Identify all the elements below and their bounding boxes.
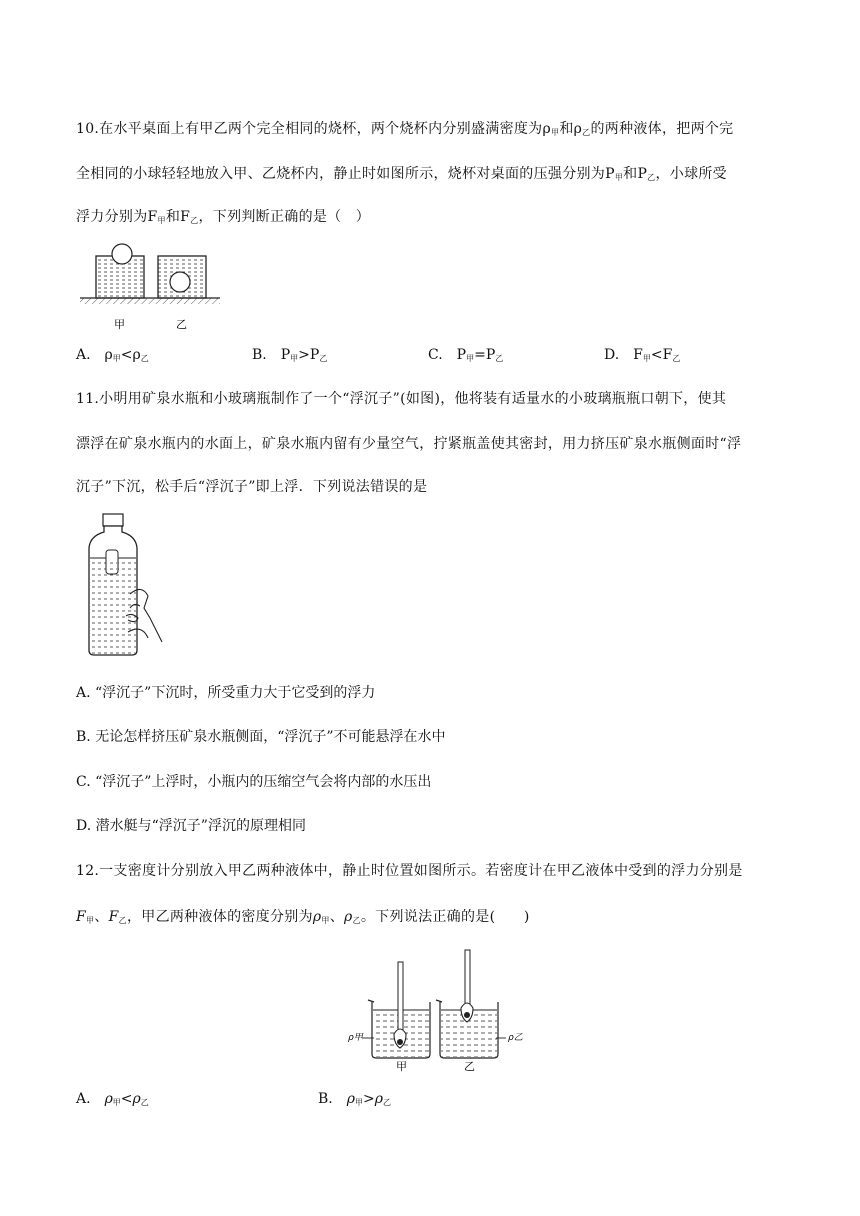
right-ball <box>170 272 190 292</box>
q10-option-a[interactable]: A. $\rho_甲<\rho_乙$ <box>76 347 149 363</box>
q12-option-a[interactable]: A. $\rho_甲<\rho_乙$ <box>76 1091 149 1107</box>
label-jia: 甲 <box>114 318 125 331</box>
q11-option-a[interactable]: A. “浮沉子”下沉时，所受重力大于它受到的浮力 <box>76 685 376 701</box>
q11-option-c[interactable]: C. “浮沉子”上浮时，小瓶内的压缩空气会将内部的水压出 <box>76 774 432 790</box>
label-yi: 乙 <box>464 1060 475 1073</box>
q11-bottle-figure <box>86 512 170 658</box>
label-yi: 乙 <box>176 318 187 331</box>
label-jia: 甲 <box>396 1060 407 1073</box>
hydrometer-jia <box>398 962 403 1036</box>
q10-stem-line-2: 全相同的小球轻轻地放入甲、乙烧杯内，静止时如图所示，烧杯对桌面的压强分别为$P_甲$和$P_乙$，小球所受 <box>76 166 727 182</box>
hydrometer-yi <box>465 950 470 1008</box>
left-ball <box>112 244 132 264</box>
q12-stem-line-1: 12.一支密度计分别放入甲乙两种液体中，静止时位置如图所示。若密度计在甲乙液体中受到的浮力分别是 <box>76 863 743 879</box>
q12-hydrometer-figure <box>348 958 528 1074</box>
q10-option-d[interactable]: D. $F_甲<F_乙$ <box>604 347 681 363</box>
q10-beakers-figure <box>80 238 220 334</box>
q10-option-b[interactable]: B. $P_甲>P_乙$ <box>252 347 328 363</box>
q11-option-d[interactable]: D. 潜水艇与“浮沉子”浮沉的原理相同 <box>76 818 306 834</box>
bottle-cap <box>103 514 123 526</box>
q12-option-b[interactable]: B. $\rho_甲>\rho_乙$ <box>318 1091 391 1107</box>
q10-stem-line-1: 10.在水平桌面上有甲乙两个完全相同的烧杯，两个烧杯内分别盛满密度为$\rho_甲$和$\rho_乙$的两种液体，把两个完 <box>76 121 734 137</box>
q12-stem-line-2: $F_甲$、$F_乙$，甲乙两种液体的密度分别为$\rho_甲$、$\rho_乙$。下列说法正确的是( ) <box>76 909 530 925</box>
q11-stem-line-1: 11.小明用矿泉水瓶和小玻璃瓶制作了一个“浮沉子”(如图)，他将装有适量水的小玻璃瓶瓶口朝下，使其 <box>76 391 727 407</box>
q10-stem-line-3: 浮力分别为$F_甲$和$F_乙$，下列判断正确的是（ ） <box>76 209 371 225</box>
q11-stem-line-2: 漂浮在矿泉水瓶内的水面上，矿泉水瓶内留有少量空气，拧紧瓶盖使其密封，用力挤压矿泉水瓶侧面时“浮 <box>76 436 742 452</box>
q11-stem-line-3: 沉子”下沉，松手后“浮沉子”即上浮．下列说法错误的是 <box>76 479 428 495</box>
q10-option-c[interactable]: C. $P_甲=P_乙$ <box>428 347 504 363</box>
q11-option-b[interactable]: B. 无论怎样挤压矿泉水瓶侧面，“浮沉子”不可能悬浮在水中 <box>76 729 446 745</box>
rho-yi-label: ρ乙 <box>508 1033 523 1043</box>
rho-jia-label: ρ甲 <box>348 1033 363 1043</box>
table-hatch <box>80 298 220 304</box>
